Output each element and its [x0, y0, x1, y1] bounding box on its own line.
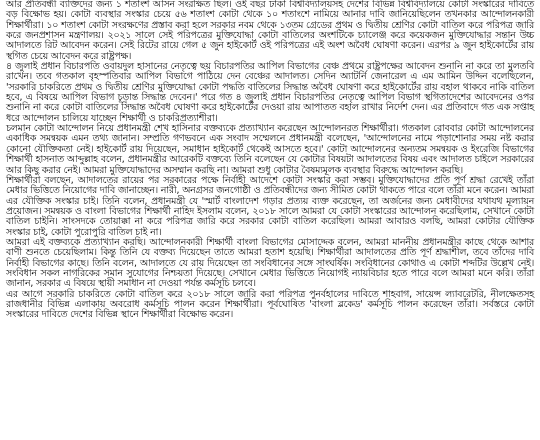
article-paragraph: শিক্ষার্থীরা বলছেন, আদালতের রায়ের পর সরকারের পক্ষে নির্বাহী আদেশে কোটা সংস্কার করা সম্ভব। মুক্তিযোদ্ধাদের প্রতি পূর্ণ শ্রদ্ধা রেখেই তাঁরা মেধার ভিত্তিতে নিয়োগের দাবি জানাচ্ছেন। নারী, অনগ্রসর জনগোষ্ঠী ও প্রতিবন্ধীদের জন্য সীমিত কোটা থাকতে পারে বলে তাঁরা মনে করেন। আমরা এর যৌক্তিক সংস্কার চাই। তিনি বলেন, প্রধানমন্ত্রী যে 'স্মার্ট বাংলাদেশ গড়ার প্রত্যয় ব্যক্ত করেছেন, তা অর্জনের জন্য মেধাবীদের যথাযথ মূল্যায়ন প্রয়োজন। সমন্বয়ক ও বাংলা বিভাগের শিক্ষার্থী নাহিদ ইসলাম বলেন, ২০১৮ সালে আমরা যে কোটা সংস্কারের আন্দোলন করেছিলাম, সেখানে কোটা বাতিল চাইনি। সাংসদকে তোয়াক্কা না করে পরিপত্র জারি করে সরকার কোটা বাতিল করেছিল। আমরা আবারও বলছি, আমরা কোটার যৌক্তিক সংস্কার চাই, কোটা পুরোপুরি বাতিল চাই না। — [6, 174, 534, 238]
article-paragraph: ৪ জুলাই প্রধান বিচারপতি ওবায়দুল হাসানের নেতৃত্বে ছয় বিচারপতির আপিল বিভাগের বেঞ্চ প্রথমে রাষ্ট্রপক্ষের আবেদন শুনানি না করে তা মুলতবি রাখেন। তবে গতকাল বৃহস্পতিবার আপিল বিভাগে পাঠিয়ে দেন বেঞ্চের আদালত। সেদিন অ্যাটর্নি জেনারেল এ এম আমিন উদ্দিন বলেছিলেন, 'সরকারি চাকরিতে প্রথম ও দ্বিতীয় শ্রেণির মুক্তিযোদ্ধা কোটা পদ্ধতি বাতিলের সিদ্ধান্ত অবৈধ ঘোষণা করে হাইকোর্টের রায় বহাল থাকবে নাকি বাতিল হবে, এ বিষয়ে আপিল বিভাগ চূড়ান্ত সিদ্ধান্ত দেবেন।' পরে গত ৪ জুলাই প্রধান বিচারপতির নেতৃত্বে আপিল বিভাগ স্থগিতাদেশের আবেদনের ওপর শুনানি না করে কোটা বাতিলের সিদ্ধান্ত অবৈধ ঘোষণা করে হাইকোর্টের দেওয়া রায় আপাতত বহাল রাখার নির্দেশ দেন। এর প্রতিবাদে গত এক সপ্তাহ ধরে আন্দোলন চালিয়ে যাচ্ছেন শিক্ষার্থী ও চাকরিপ্রত্যাশীরা। — [6, 61, 534, 124]
article-paragraph: এর আগে সরকারি চাকরিতে কোটা বাতিল করে ২০১৮ সালে জারি করা পরিপত্র পুনর্বহালের দাবিতে শাহবাগ, সায়েন্স ল্যাবরেটরি, নীলক্ষেতসহ রাজধানীর বিভিন্ন এলাকায় অবরোধ কর্মসূচি পালন করেন শিক্ষার্থীরা। পূর্বঘোষিত 'বাংলা ব্লকেড' কর্মসূচি পালন করেছেন তাঁরা। সর্বস্তরে কোটা সংস্কারের দাবিতে দেশের বিভিন্ন স্থানে শিক্ষার্থীরা বিক্ষোভ করেন। — [6, 288, 534, 321]
article-paragraph: চলমান কোটা আন্দোলন নিয়ে প্রধানমন্ত্রী শেখ হাসিনার বক্তব্যকে প্রত্যাখ্যান করেছেন আন্দোলনরত শিক্ষার্থীরা। গতকাল রোববার কোটা আন্দোলনের একাধিক সমন্বয়ক এমন তথ্য জানান। সম্প্রতি গণভবনে এক সংবাদ সম্মেলনে প্রধানমন্ত্রী বলেছেন, 'আন্দোলনের নামে পড়াশোনার সময় নষ্ট করার কোনো যৌক্তিকতা নেই। হাইকোর্ট রায় দিয়েছেন, সমাধান হাইকোর্ট থেকেই আসতে হবে।' কোটা আন্দোলনের অন্যতম সমন্বয়ক ও ইংরেজি বিভাগের শিক্ষার্থী হাসনাত আব্দুল্লাহ বলেন, প্রধানমন্ত্রীর আরেকটি বক্তব্যে তিনি বলেছেন যে কোটার বিষয়টা আদালতের বিষয় এবং আদালত চাইলে সরকারের আর কিছু করার নেই। আমরা মুক্তিযোদ্ধাদের অসম্মান করছি না। আমরা শুধু কোটার বৈষম্যমূলক ব্যবস্থার বিরুদ্ধে আন্দোলন করছি। — [6, 123, 534, 176]
article-paragraph: আর প্রতিবন্ধী ব্যক্তিদের জন্য ১ শতাংশ আসন সংরক্ষিত ছিল। ওই বছর ঢাকা বিশ্ববিদ্যালয়সহ দেশের বিভিন্ন বিশ্ববিদ্যালয়ে কোটা সংস্কারের দাবিতে বড় বিক্ষোভ হয়। কোটা ব্যবস্থার সংস্কার চেয়ে ৫৬ শতাংশ কোটা থেকে ১০ শতাংশে নামিয়ে আনার দাবি জানিয়েছিলেন তখনকার আন্দোলনকারী শিক্ষার্থীরা। ১০ শতাংশ কোটা সংরক্ষণের প্রস্তাব করা হলে সরকার নবম থেকে ১৩তম গ্রেডের প্রথম ও দ্বিতীয় শ্রেণির কোটা বাতিল করে পরিপত্র জারি করে জনপ্রশাসন মন্ত্রণালয়। ২০২১ সালে সেই পরিপত্রের মুক্তিযোদ্ধা কোটা বাতিলের অংশটিকে চ্যালেঞ্জ করে কয়েকজন মুক্তিযোদ্ধার সন্তান উচ্চ আদালতে রিট আবেদন করেন। সেই রিটের রায়ে গেল ৫ জুন হাইকোর্ট ওই পরিপত্রের এই অংশ অবৈধ ঘোষণা করেন। এরপর ৯ জুন হাইকোর্টের রায় স্থগিত চেয়ে আবেদন করে রাষ্ট্রপক্ষ। — [6, 0, 534, 62]
article-paragraph: আমরা এই বক্তব্যকে প্রত্যাখ্যান করছি। আন্দোলনকারী শিক্ষার্থী বাংলা বিভাগের মোসাদ্দেক বলেন, আমরা মাননীয় প্রধানমন্ত্রীর কাছে থেকে আশার বাণী শুনতে চেয়েছিলাম। কিন্তু তিনি যে বক্তব্য দিয়েছেন তাতে আমরা হতাশ হয়েছি। শিক্ষার্থীরা আদালতের প্রতি পূর্ণ শ্রদ্ধাশীল, তবে তাঁদের দাবি নির্বাহী বিভাগের কাছে। তিনি বলেন, আদালতে যে রায় দিয়েছেন তা সংবিধানের সঙ্গে সাংঘর্ষিক। সংবিধানের কোথাও এ কোটা শব্দটির উল্লেখ নেই। সংবিধান সকল নাগরিকের সমান সুযোগের নিশ্চয়তা দিয়েছে। সেখানে মেধার ভিত্তিতে নিয়োগই ন্যায়বিচার হতে পারে বলে আমরা মনে করি। তাঁরা জানান, সরকার এ বিষয়ে স্থায়ী সমাধান না দেওয়া পর্যন্ত কর্মসূচি চলবে। — [6, 236, 534, 290]
article-body — [6, 0, 534, 321]
